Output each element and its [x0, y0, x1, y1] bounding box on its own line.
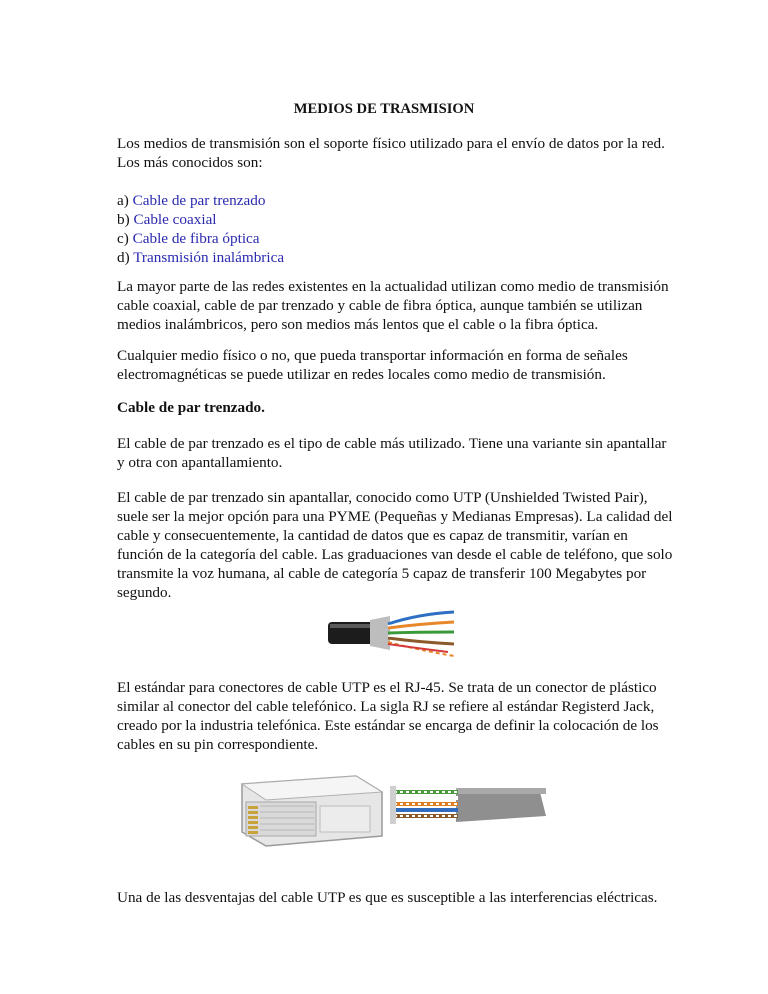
section-heading: Cable de par trenzado.	[117, 399, 265, 416]
link-par-trenzado[interactable]: Cable de par trenzado	[132, 192, 266, 209]
paragraph-rj45: El estándar para conectores de cable UTP es el RJ-45. Se trata de un conector de plástico similar al conector del cable telefónico. La sigla RJ se refiere al estándar Registerd Jack, creado por la industria telefónica. Este estándar se encarga de definir la colocación de los cables en su pin correspondiente.	[117, 679, 659, 753]
link-cable-coaxial[interactable]: Cable coaxial	[133, 211, 217, 228]
twisted-pair-cable-image	[328, 606, 458, 662]
page-title: MEDIOS DE TRASMISION	[293, 101, 475, 117]
link-inalambrica[interactable]: Transmisión inalámbrica	[133, 249, 285, 266]
link-fibra-optica[interactable]: Cable de fibra óptica	[132, 230, 260, 247]
paragraph-desventajas: Una de las desventajas del cable UTP es que es susceptible a las interferencias eléctricas.	[117, 889, 658, 906]
list-item: d) Transmisión inalámbrica	[117, 249, 285, 266]
media-list	[117, 191, 677, 267]
intro-paragraph: Los medios de transmisión son el soporte físico utilizado para el envío de datos por la red. Los más conocidos son:	[117, 135, 665, 171]
list-item: c) Cable de fibra óptica	[117, 230, 260, 247]
paragraph-medio-fisico: Cualquier medio físico o no, que pueda transportar información en forma de señales electromagnéticas se puede utilizar en redes locales como medio de transmisión.	[117, 347, 628, 383]
rj45-connector-image	[236, 766, 384, 850]
list-item: a) Cable de par trenzado	[117, 192, 266, 209]
utp-cable-end-image	[390, 770, 550, 840]
paragraph-utp: El cable de par trenzado sin apantallar, conocido como UTP (Unshielded Twisted Pair), suele ser la mejor opción para una PYME (Pequeñas y Medianas Empresas). La calidad del cable y consecuentemente, la cantidad de datos que es capaz de transmitir, varían en función de la categoría del cable. Las graduaciones van desde el cable de teléfono, que solo transmite la voz humana, al cable de categoría 5 capaz de transferir 100 Megabytes por segundo.	[117, 489, 673, 601]
list-item: b) Cable coaxial	[117, 211, 217, 228]
paragraph-par-trenzado: El cable de par trenzado es el tipo de cable más utilizado. Tiene una variante sin apantallar y otra con apantallamiento.	[117, 435, 667, 471]
paragraph-redes: La mayor parte de las redes existentes en la actualidad utilizan como medio de transmisión cable coaxial, cable de par trenzado y cable de fibra óptica, aunque también se utilizan medios inalámbricos, pero son medios más lentos que el cable o la fibra óptica.	[117, 278, 669, 333]
